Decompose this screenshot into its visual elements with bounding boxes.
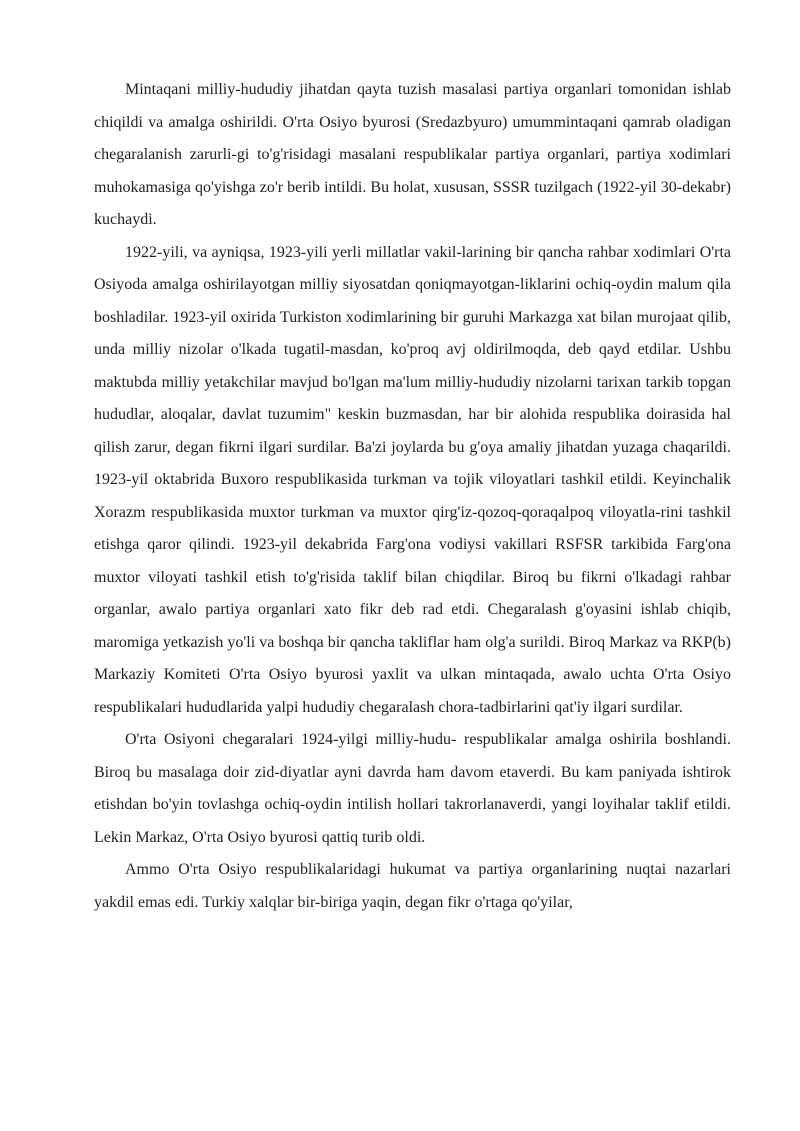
paragraph: O'rta Osiyoni chegaralari 1924-yilgi milliy-hudu- respublikalar amalga oshirila boshlandi. Biroq bu masalaga doir zid-diyatlar ayni davrda ham davom etaverdi. Bu kam paniyada ishtirok etishdan bo'yin tovlashga ochiq-oydin intilish hollari takrorlanaverdi, yangi loyihalar taklif etildi. Lekin Markaz, O'rta Osiyo byurosi qattiq turib oldi. (94, 731, 731, 846)
document-page (94, 74, 731, 919)
paragraph: 1922-yili, va ayniqsa, 1923-yili yerli millatlar vakil-larining bir qancha rahbar xodimlari O'rta Osiyoda amalga oshirilayotgan milliy siyosatdan qoniqmayotgan-liklarini ochiq-oydin malum qila boshladilar. 1923-yil oxirida Turkiston xodimlarining bir guruhi Markazga xat bilan murojaat qilib, unda milliy nizolar o'lkada tugatil-masdan, ko'proq avj oldirilmoqda, deb qayd etdilar. Ushbu maktubda milliy yetakchilar mavjud bo'lgan ma'lum milliy-hududiy nizolarni tarixan tarkib topgan hududlar, aloqalar, davlat tuzumim" keskin buzmasdan, har bir alohida respublika doirasida hal qilish zarur, degan fikrni ilgari surdilar. Ba'zi joylarda bu g'oya amaliy jihatdan yuzaga chaqarildi. 1923-yil oktabrida Buxoro respublikasida turkman va tojik viloyatlari tashkil etildi. Keyinchalik Xorazm respublikasida muxtor turkman va muxtor qirg'iz-qozoq-qoraqalpoq viloyatla-rini tashkil etishga qaror qilindi. 1923-yil dekabrida Farg'ona vodiysi vakillari RSFSR tarkibida Farg'ona muxtor viloyati tashkil etish to'g'risida taklif bilan chiqdilar. Biroq bu fikrni o'lkadagi rahbar organlar, awalo partiya organlari xato fikr deb rad etdi. Chegaralash g'oyasini ishlab chiqib, maromiga yetkazish yo'li va boshqa bir qancha takliflar ham olg'a surildi. Biroq Markaz va RKP(b) Markaziy Komiteti O'rta Osiyo byurosi yaxlit va ulkan mintaqada, awalo uchta O'rta Osiyo respublikalari hududlarida yalpi hududiy chegaralash chora-tadbirlarini qat'iy ilgari surdilar. (94, 243, 731, 716)
paragraph: Ammo O'rta Osiyo respublikalaridagi hukumat va partiya organlarining nuqtai nazarlari yakdil emas edi. Turkiy xalqlar bir-biriga yaqin, degan fikr o'rtaga qo'yilar, (94, 861, 731, 911)
paragraph: Mintaqani milliy-hududiy jihatdan qayta tuzish masalasi partiya organlari tomonidan ishlab chiqildi va amalga oshirildi. O'rta Osiyo byurosi (Sredazbyuro) umummintaqani qamrab oladigan chegaralanish zarurli-gi to'g'risidagi masalani respublikalar partiya organlari, partiya xodimlari muhokamasiga qo'yishga zo'r berib intildi. Bu holat, xususan, SSSR tuzilgach (1922-yil 30-dekabr) kuchaydi. (94, 81, 731, 228)
